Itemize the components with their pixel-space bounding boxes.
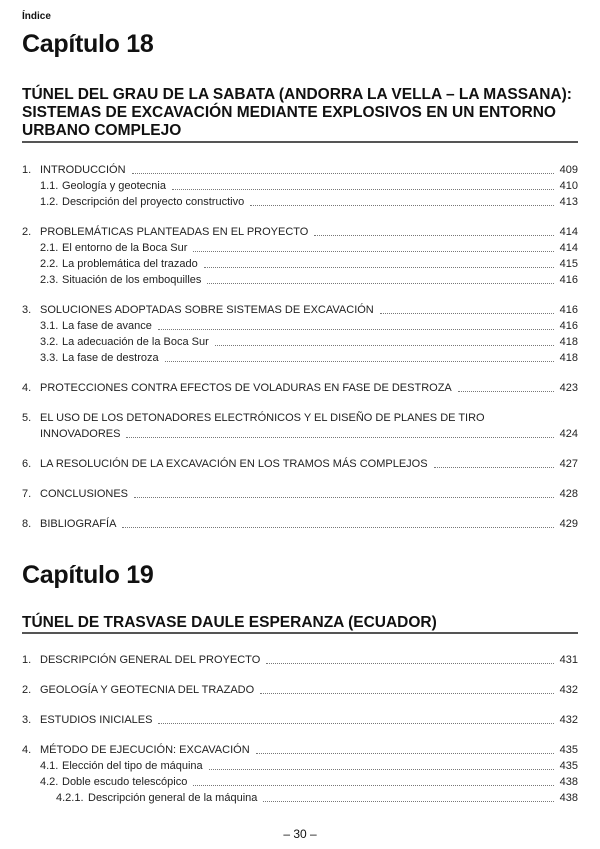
toc-entry-label: La adecuación de la Boca Sur	[62, 336, 209, 348]
toc-entry-page: 414	[559, 242, 578, 254]
toc-entry[interactable]	[22, 774, 578, 790]
toc-entry-page: 428	[559, 488, 578, 500]
toc-entry-number: 1.1.	[40, 180, 59, 192]
toc-entry[interactable]	[22, 682, 578, 698]
toc-entry-label: Elección del tipo de máquina	[62, 760, 203, 772]
dot-leader	[434, 467, 554, 468]
page-number: – 30 –	[283, 827, 317, 841]
toc-entry-number: 3.2.	[40, 336, 59, 348]
dot-leader	[204, 267, 554, 268]
toc-entry-page: 432	[559, 684, 578, 696]
toc-entry-label: MÉTODO DE EJECUCIÓN: EXCAVACIÓN	[40, 744, 250, 756]
toc-entry-number: 2.	[22, 226, 32, 238]
toc-entry-number: 2.2.	[40, 258, 59, 270]
toc-entry[interactable]	[22, 758, 578, 774]
dot-leader	[263, 801, 553, 802]
toc-entry-label: Geología y geotecnia	[62, 180, 166, 192]
toc-entry[interactable]	[22, 652, 578, 668]
dot-leader	[172, 189, 554, 190]
toc-entry-label: La fase de destroza	[62, 352, 159, 364]
toc-entry[interactable]	[22, 456, 578, 472]
toc-entry-page: 432	[559, 714, 578, 726]
toc-entry-page: 438	[559, 792, 578, 804]
toc-entry[interactable]	[22, 410, 578, 426]
toc-entry-number: 4.	[22, 744, 32, 756]
chapter-heading: Capítulo 18	[22, 30, 154, 58]
toc-entry-number: 4.1.	[40, 760, 59, 772]
chapter-title-line: TÚNEL DE TRASVASE DAULE ESPERANZA (ECUADOR)	[22, 614, 437, 631]
toc-entry-label: DESCRIPCIÓN GENERAL DEL PROYECTO	[40, 654, 261, 666]
toc-entry-page: 416	[559, 274, 578, 286]
toc-entry-number: 3.	[22, 304, 32, 316]
toc-entry-page: 424	[559, 428, 578, 440]
toc-entry-number: 3.3.	[40, 352, 59, 364]
toc-entry-number: 2.1.	[40, 242, 59, 254]
toc-entry-label: SOLUCIONES ADOPTADAS SOBRE SISTEMAS DE EXCAVACIÓN	[40, 304, 374, 316]
toc-entry[interactable]	[22, 178, 578, 194]
dot-leader	[158, 329, 554, 330]
chapter-title-line: TÚNEL DEL GRAU DE LA SABATA (ANDORRA LA VELLA – LA MASSANA):	[22, 86, 572, 103]
toc-entry-page: 413	[559, 196, 578, 208]
title-underline	[22, 632, 578, 634]
toc-entry[interactable]	[22, 162, 578, 178]
toc-entry-page: 410	[559, 180, 578, 192]
toc-entry-label: La problemática del trazado	[62, 258, 198, 270]
toc-entry-page: 409	[559, 164, 578, 176]
toc-entry-continuation[interactable]	[22, 426, 578, 442]
toc-entry-number: 1.2.	[40, 196, 59, 208]
toc-entry-label: CONCLUSIONES	[40, 488, 129, 500]
dot-leader	[458, 391, 554, 392]
toc-entry-page: 435	[559, 760, 578, 772]
toc-entry[interactable]	[22, 712, 578, 728]
toc-entry[interactable]	[22, 350, 578, 366]
toc-entry-page: 416	[559, 304, 578, 316]
toc-entry[interactable]	[22, 486, 578, 502]
toc-entry-number: 1.	[22, 164, 32, 176]
toc-entry-label: INTRODUCCIÓN	[40, 164, 126, 176]
toc-entry[interactable]	[22, 516, 578, 532]
dot-leader	[165, 361, 554, 362]
toc-entry[interactable]	[22, 334, 578, 350]
toc-entry-label: PROBLEMÁTICAS PLANTEADAS EN EL PROYECTO	[40, 226, 309, 238]
toc-entry-number: 4.2.1.	[56, 792, 84, 804]
dot-leader	[126, 437, 553, 438]
toc-entry-number: 2.	[22, 684, 32, 696]
toc-entry-number: 8.	[22, 518, 32, 530]
toc-entry-number: 6.	[22, 458, 32, 470]
dot-leader	[122, 527, 553, 528]
toc-entry-label: BIBLIOGRAFÍA	[40, 518, 117, 530]
chapter-heading: Capítulo 19	[22, 561, 154, 589]
toc-entry[interactable]	[22, 194, 578, 210]
toc-entry[interactable]	[22, 240, 578, 256]
toc-entry-number: 1.	[22, 654, 32, 666]
toc-entry-label: Descripción general de la máquina	[88, 792, 258, 804]
dot-leader	[250, 205, 553, 206]
toc-entry-number: 2.3.	[40, 274, 59, 286]
dot-leader	[193, 785, 553, 786]
dot-leader	[158, 723, 553, 724]
toc-entry[interactable]	[22, 318, 578, 334]
dot-leader	[266, 663, 553, 664]
dot-leader	[380, 313, 554, 314]
toc-entry-number: 3.1.	[40, 320, 59, 332]
dot-leader	[134, 497, 554, 498]
toc-entry-page: 418	[559, 352, 578, 364]
toc-entry-label: EL USO DE LOS DETONADORES ELECTRÓNICOS Y EL DISEÑO DE PLANES DE TIRO	[40, 412, 485, 424]
toc-entry-page: 438	[559, 776, 578, 788]
toc-entry-number: 7.	[22, 488, 32, 500]
toc-entry-number: 4.	[22, 382, 32, 394]
toc-entry-label: INNOVADORES	[40, 428, 121, 440]
chapter-title	[22, 86, 578, 140]
toc-entry[interactable]	[22, 302, 578, 318]
toc-entry[interactable]	[22, 224, 578, 240]
toc-entry-number: 3.	[22, 714, 32, 726]
toc-entry-page: 427	[559, 458, 578, 470]
chapter-title	[22, 614, 578, 632]
toc-entry-page: 429	[559, 518, 578, 530]
toc-entry-page: 431	[559, 654, 578, 666]
chapter-title-line: SISTEMAS DE EXCAVACIÓN MEDIANTE EXPLOSIVOS EN UN ENTORNO	[22, 104, 556, 121]
toc-entry-page: 418	[559, 336, 578, 348]
dot-leader	[193, 251, 553, 252]
toc-entry-number: 5.	[22, 412, 32, 424]
toc-entry[interactable]	[22, 790, 578, 806]
toc-entry-label: La fase de avance	[62, 320, 152, 332]
dot-leader	[256, 753, 554, 754]
dot-leader	[260, 693, 553, 694]
toc-entry-label: GEOLOGÍA Y GEOTECNIA DEL TRAZADO	[40, 684, 255, 696]
toc-entry-number: 4.2.	[40, 776, 59, 788]
dot-leader	[215, 345, 554, 346]
running-header: Índice	[22, 11, 51, 22]
toc-entry[interactable]	[22, 380, 578, 396]
toc-entry-label: Descripción del proyecto constructivo	[62, 196, 245, 208]
toc-entry-page: 423	[559, 382, 578, 394]
table-of-contents	[22, 652, 578, 806]
toc-entry-label: ESTUDIOS INICIALES	[40, 714, 153, 726]
dot-leader	[314, 235, 553, 236]
dot-leader	[207, 283, 553, 284]
title-underline	[22, 141, 578, 143]
toc-entry-page: 415	[559, 258, 578, 270]
toc-entry-page: 416	[559, 320, 578, 332]
table-of-contents	[22, 162, 578, 532]
toc-entry-page: 435	[559, 744, 578, 756]
dot-leader	[132, 173, 554, 174]
toc-entry[interactable]	[22, 272, 578, 288]
dot-leader	[209, 769, 554, 770]
toc-entry[interactable]	[22, 742, 578, 758]
chapter-title-line: URBANO COMPLEJO	[22, 122, 182, 139]
toc-entry[interactable]	[22, 256, 578, 272]
toc-entry-page: 414	[559, 226, 578, 238]
toc-entry-label: Doble escudo telescópico	[62, 776, 188, 788]
toc-entry-label: El entorno de la Boca Sur	[62, 242, 188, 254]
toc-entry-label: Situación de los emboquilles	[62, 274, 202, 286]
toc-entry-label: LA RESOLUCIÓN DE LA EXCAVACIÓN EN LOS TRAMOS MÁS COMPLEJOS	[40, 458, 428, 470]
toc-entry-label: PROTECCIONES CONTRA EFECTOS DE VOLADURAS EN FASE DE DESTROZA	[40, 382, 452, 394]
